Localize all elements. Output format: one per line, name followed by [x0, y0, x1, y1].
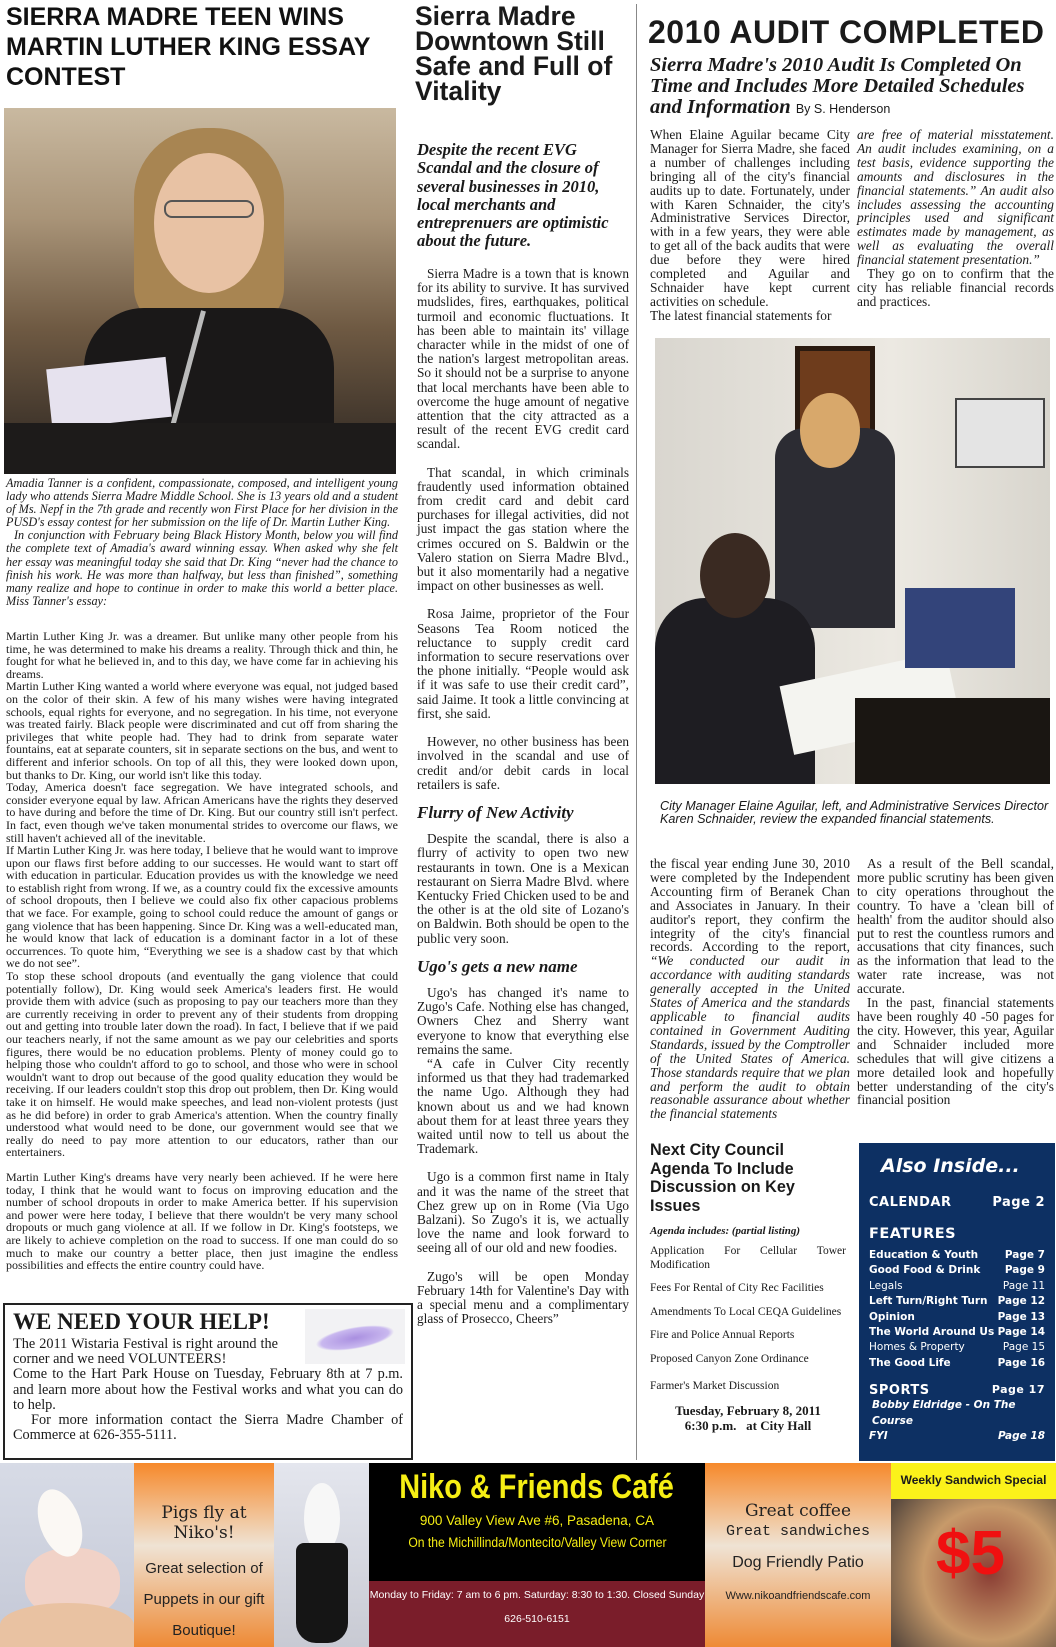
coffee-ad-panel — [705, 1463, 891, 1647]
photo-caption — [6, 477, 398, 608]
agenda-item: Fire and Police Annual Reports — [650, 1329, 795, 1341]
article-paragraph: In the past, financial statements have been roughly 40 -50 pages for the city. However, this year, Aguilar and Schnaider included more schedules that will give citizens a more detailed look and hopefully better understanding of the city's financial position — [857, 995, 1054, 1108]
toc-features-label: FEATURES — [869, 1226, 957, 1242]
toc-label: Legals — [869, 1279, 903, 1292]
essay-paragraph: Martin Luther King wanted a world where everyone was equal, not judged based on the color of their skin. A few of his many wishes were having integrated schools, equal rights for everyone, and no segregation. In his time, not everyone was treated fairly. Black people were discriminated and cut off from sharing the privileges that white people had. They had to drink from separate water fountains, eat at separate counters, sit in separate sections on the bus, and went to different and inferior schools. On top of all this, they were looked down upon, but thanks to Dr. King, our world isn't like this today. — [6, 679, 398, 782]
downtown-headline: Sierra Madre Downtown Still Safe and Full of Vitality — [415, 1, 613, 106]
wisteria-image — [305, 1309, 405, 1364]
ad-text: Puppets in our gift — [143, 1591, 265, 1608]
essay-paragraph: Martin Luther King's dreams have very nearly been achieved. If he were here today, I think that he would want to focus on improving education and the number of school dropouts in order to make America better. If his supervision and power were here today, I believe that there wouldn't be very many school dropouts or much gang violence at all. If we follow in Dr. King's footsteps, we are likely to achieve completion on the road to success. If one man could do so much to make our country a better place, then just imagine the endless possibilities and effects the entire country could have. — [6, 1169, 398, 1273]
toc-feature-item[interactable] — [869, 1325, 1045, 1340]
cafe-info-panel — [369, 1463, 705, 1647]
audit-column-3 — [650, 857, 850, 1121]
notice-text: For more information contact the Sierra Madre Chamber of Commerce at 626-355-5111. — [13, 1412, 403, 1444]
toc-page: Page 11 — [1002, 1279, 1045, 1292]
article-paragraph: However, no other business has been involved in the scandal and use of credit and/or debit cards in local retailers is safe. — [417, 734, 629, 792]
ad-text: Great sandwiches — [725, 1523, 871, 1540]
toc-feature-item[interactable] — [869, 1356, 1045, 1371]
toc-sports-item[interactable]: Bobby Eldridge - On The Course — [872, 1399, 1016, 1427]
cafe-website[interactable]: Www.nikoandfriendscafe.com — [725, 1590, 871, 1602]
cafe-name: Niko & Friends Café — [399, 1468, 675, 1506]
article-paragraph: “A cafe in Culver City recently informed us that they had trademarked the name Ugo. Although they had known about us and we had known about them for at least three years they waited until now to tell us about the Trademark. — [417, 1055, 629, 1157]
flying-pig-puppet-image — [0, 1463, 134, 1647]
agenda-item: Proposed Canyon Zone Ordinance — [650, 1352, 809, 1365]
caption-paragraph: In conjunction with February being Black History Month, below you will find the complete text of Amadia's award winning essay. When asked why she felt her essay was meaningful today she said that Dr. King “never had the chance to finish his work. He was more than halfway, but less than finished”, something many realize and hope to continue in order to make this world a better place. Miss Tanner's essay: — [6, 528, 398, 608]
column-divider — [636, 4, 637, 1460]
officials-photo — [655, 338, 1050, 784]
toc-label: Opinion — [869, 1310, 915, 1323]
toc-feature-item[interactable] — [869, 1340, 1045, 1355]
meeting-time: 6:30 p.m. at City Hall — [684, 1417, 812, 1433]
article-paragraph: Rosa Jaime, proprietor of the Four Seasons Tea Room noticed the reluctance to supply credit card information to secure reservations over the phone initially. “People would ask if it was safe to use their credit card”, said Jaime. It took a little convincing at first, she said. — [417, 606, 629, 721]
cafe-hours: Monday to Friday: 7 am to 6 pm. Saturday: 8:30 to 1:30. Closed Sunday — [369, 1589, 705, 1601]
article-paragraph: Ugo is a common first name in Italy and it was the name of the street that Chez grew up on in Rome (Via Ugo Balzani). So Zugo's it is, we actually love the name and look forward to seeing all of our old and new foodies. — [417, 1169, 629, 1256]
toc-label: FYI — [869, 1430, 888, 1443]
article-paragraph: Ugo's has changed it's name to Zugo's Cafe. Nothing else has changed, Owners Chez and Sherry want everyone to know that everything else remains the same. — [417, 984, 629, 1057]
also-inside-title: Also Inside... — [881, 1155, 1020, 1177]
article-paragraph: Despite the scandal, there is also a flurry of activity to open two new restaurants in town. One is a Mexican restaurant on Sierra Madre Blvd. where Kentucky Fried Chicken used to be and the other is at the old site of Lozano's on Baldwin. Both should be open to the public very soon. — [417, 831, 629, 946]
essay-headline: SIERRA MADRE TEEN WINS MARTIN LUTHER KING ESSAY CONTEST — [6, 3, 370, 91]
also-inside-box — [859, 1143, 1055, 1461]
toc-label: CALENDAR — [869, 1195, 952, 1210]
downtown-body — [417, 267, 629, 1340]
agenda-item: Application For Cellular Tower Modification — [650, 1245, 846, 1271]
audit-subhead — [650, 55, 1056, 120]
byline: By S. Henderson — [795, 102, 891, 116]
toc-page: Page 14 — [997, 1326, 1045, 1339]
audit-column-2 — [857, 128, 1054, 309]
agenda-intro: Agenda includes: (partial listing) — [650, 1225, 801, 1237]
toc-page: Page 9 — [1004, 1264, 1045, 1277]
toc-label: The Good Life — [869, 1356, 951, 1369]
audit-column-4 — [857, 857, 1054, 1107]
subheading: Flurry of New Activity — [417, 802, 574, 822]
downtown-deck: Despite the recent EVG Scandal and the closure of several businesses in 2010, local merchants and entreprenuers are optimistic about the future. — [417, 140, 609, 251]
article-paragraph: They go on to confirm that the city has reliable financial records and practices. — [857, 266, 1054, 309]
ad-text: Dog Friendly Patio — [732, 1554, 864, 1571]
toc-label: Good Food & Drink — [869, 1264, 981, 1277]
notice-text: The 2011 Wistaria Festival is right around the corner and we need VOLUNTEERS! — [13, 1336, 278, 1368]
toc-calendar[interactable] — [869, 1195, 1045, 1210]
photo-caption: City Manager Elaine Aguilar, left, and Administrative Services Director Karen Schnaider, review the expanded financial statements. — [660, 799, 1049, 826]
toc-feature-item[interactable] — [869, 1310, 1045, 1325]
meeting-date: Tuesday, February 8, 2011 — [675, 1402, 821, 1418]
cafe-phone: 626-510-6151 — [504, 1613, 570, 1625]
audit-quote: “We conducted our audit in accordance with auditing standards generally accepted in the United States of America and the standards applicable to financial audits contained in Government Auditing Standards, issued by the Comptroller of the United States of America. Those standards require that we plan and perform the audit to obtain reasonable assurance about whether the financial statements — [650, 953, 850, 1122]
audit-quote: are free of material misstatement. An audit includes examining, on a test basis, evidence supporting the amounts and disclosures in the financial statements.” An audit also includes assessing the accounting principles used and significant estimates made by management, as well as evaluating the overall financial statement presentation.” — [857, 127, 1054, 268]
special-label: Weekly Sandwich Special — [891, 1463, 1056, 1499]
toc-label: Education & Youth — [869, 1249, 979, 1261]
article-paragraph: The latest financial statements for — [650, 307, 832, 323]
cafe-advertisement[interactable] — [0, 1463, 1056, 1647]
ad-text: Great coffee — [744, 1501, 852, 1521]
audit-headline: 2010 AUDIT COMPLETED — [648, 14, 1045, 50]
agenda-item: Fees For Rental of City Rec Facilities — [650, 1282, 824, 1294]
toc-page: Page 12 — [997, 1295, 1045, 1308]
cafe-location: On the Michillinda/Montecito/Valley View Corner — [407, 1535, 667, 1550]
article-paragraph: When Elaine Aguilar became City Manager for Sierra Madre, she faced a number of challenges including bringing all of the city's financial audits up to date. Fortunately, under with Karen Schnaider, the city's Administrative Services Director, with in a few years, they were able to get all of the back audits that were due before they were hired completed and Aguilar and Schnaider have kept current activities on schedule. — [650, 127, 850, 309]
toc-page: Page 17 — [991, 1383, 1045, 1397]
toc-sports[interactable] — [869, 1383, 1045, 1398]
toc-page: Page 2 — [992, 1195, 1045, 1210]
toc-page: Page 15 — [1002, 1341, 1045, 1354]
ad-text: Great selection of — [145, 1560, 263, 1577]
toc-page: Page 18 — [997, 1430, 1045, 1443]
toc-page: Page 16 — [997, 1356, 1045, 1369]
essay-paragraph: To stop these school dropouts (and eventually the gang violence that could potentially follow), Dr. King would seek America's leaders first. He would provide them with advice (such as proposing to pay our teachers more than they are currently receiving in order to prevent any of their students from dropping out and getting into trouble later down the road). In fact, I believe that if we paid our teachers nearly, if not the same amount as we pay our celebrities and sports figures, there would be no education problems. Plenty of money could go to helping those who couldn't afford to go to school, and those who were in school wouldn't want to drop out because of the good quality education they would be receiving. If our leaders couldn't stop this drop out problem, then Dr. King would take it on himself. He would make speeches, and lead non-violent protests (just as he did before) in order to grab America's attention. When the country finally understood what would need to be done, our government would see that we really do need to pay more attention to our educators, rather than our entertainers. — [6, 969, 398, 1160]
subhead-text: Sierra Madre's 2010 Audit Is Completed On Time and Includes More Detailed Schedules and Information — [650, 54, 1025, 118]
article-paragraph: Zugo's will be open Monday February 14th for Valentine's Day with a special menu and a complimentary glass of Prosecco, Cheers” — [417, 1268, 629, 1327]
special-price: $5 — [936, 1519, 1005, 1588]
audit-column-1 — [650, 128, 850, 323]
ad-text: Boutique! — [172, 1622, 236, 1639]
rabbit-puppet-image — [274, 1463, 369, 1647]
notice-title: WE NEED YOUR HELP! — [13, 1309, 270, 1334]
toc-feature-item[interactable] — [869, 1263, 1045, 1278]
pigs-fly-title: Pigs fly at Niko's! — [161, 1503, 247, 1543]
article-paragraph: Sierra Madre is a town that is known for its ability to survive. It has survived mudslides, fires, earthquakes, political turmoil and economic fluctuations. It has been able to maintain its' village character while in the midst of one of the nation's largest metropolitan areas. So it should not be a surprise to anyone that local merchants have been able to overcome the huge amount of negative attention that the city attracted as a result of the recent EVG credit card scandal. — [417, 266, 629, 452]
toc-fyi[interactable] — [869, 1429, 1045, 1444]
council-title: Next City Council Agenda To Include Discussion on Key Issues — [650, 1141, 795, 1215]
toc-features-list — [869, 1248, 1045, 1371]
essay-text — [6, 630, 398, 1272]
essay-paragraph: Martin Luther King Jr. was a dreamer. But unlike many other people from his time, he was determined to make his dreams a reality. Through thick and thin, he fought for what he believed in, and to this day, we have come far in achieving his dreams. — [6, 629, 398, 681]
sandwich-special-panel — [891, 1463, 1056, 1647]
cafe-address: 900 Valley View Ave #6, Pasadena, CA — [419, 1513, 655, 1528]
subheading: Ugo's gets a new name — [417, 956, 578, 976]
puppets-ad-panel — [134, 1463, 274, 1647]
toc-label: SPORTS — [869, 1383, 930, 1399]
student-photo — [4, 108, 396, 474]
toc-page: Page 7 — [1004, 1249, 1045, 1261]
essay-paragraph: If Martin Luther King Jr. was here today, I believe that he would want to improve upon our flaws first before adding to our successes. He would want to start off with education in particular. Education provides us with the knowledge we need to establish right from wrong. If we, as a country could fix the excessive amounts of school dropouts, then I believe we could also fix other capacious problems that we face. For example, going to school could reduce the amount of gangs or gang violence that has been happening. Since Dr. King was a well-educated man, he would know that lack of education is a dominant factor in a lot of these occurrences. To quote him, “Everything we see is a shadow cast by that which we do not see”. — [6, 843, 398, 971]
toc-page: Page 13 — [997, 1310, 1045, 1323]
notice-text: Come to the Hart Park House on Tuesday, February 8th at 7 p.m. and learn more about how the Festival works and what you can do to help. — [13, 1366, 403, 1413]
council-agenda — [650, 1141, 846, 1434]
article-text: the fiscal year ending June 30, 2010 were completed by the Independent Accounting firm of Beranek Chan and Associates in January. In their auditor's report, they confirm the integrity of the city's financial records. According to the report, — [650, 856, 850, 955]
toc-feature-item[interactable] — [869, 1294, 1045, 1309]
toc-label: Left Turn/Right Turn — [869, 1295, 988, 1308]
toc-label: The World Around Us — [869, 1326, 995, 1339]
agenda-item: Farmer's Market Discussion — [650, 1380, 780, 1392]
agenda-item: Amendments To Local CEQA Guidelines — [650, 1305, 842, 1318]
volunteer-notice-box — [3, 1303, 413, 1460]
toc-label: Homes & Property — [869, 1341, 965, 1354]
toc-feature-item[interactable] — [869, 1279, 1045, 1294]
caption-paragraph: Amadia Tanner is a confident, compassionate, composed, and intelligent young lady who attends Sierra Madre Middle School. She is 13 years old and a student of Ms. Nepf in the 7th grade and recently won First Place for her division in the PUSD's essay contest for her submission on the life of Dr. Martin Luther King. — [6, 476, 398, 530]
article-paragraph: As a result of the Bell scandal, more public scrutiny has been given to city operations throughout the country. To have a 'clean bill of health' from the auditor should also put to rest the countless rumors and accusations that city finances, such as the information that lead to the water rate increase, was not accurate. — [857, 856, 1054, 997]
article-paragraph: That scandal, in which criminals fraudently used information obtained from credit card and debit card purchases for illegal activities, did not just impact the gas station where the crimes occured on S. Baldwin or the Valero station on Sierra Madre Blvd., but it also momentarily had a negative impact on other businesses as well. — [417, 464, 629, 594]
essay-paragraph: Today, America doesn't face segregation. We have integrated schools, and consider everyone equal by law. African Americans have the rights they deserved to have during and before the time of Dr. King. But our country still isn't perfect. In fact, even though we've taken monumental strides to overcome our flaws, we still haven't achieved all of the inevitable. — [6, 780, 398, 845]
toc-feature-item[interactable] — [869, 1248, 1045, 1263]
